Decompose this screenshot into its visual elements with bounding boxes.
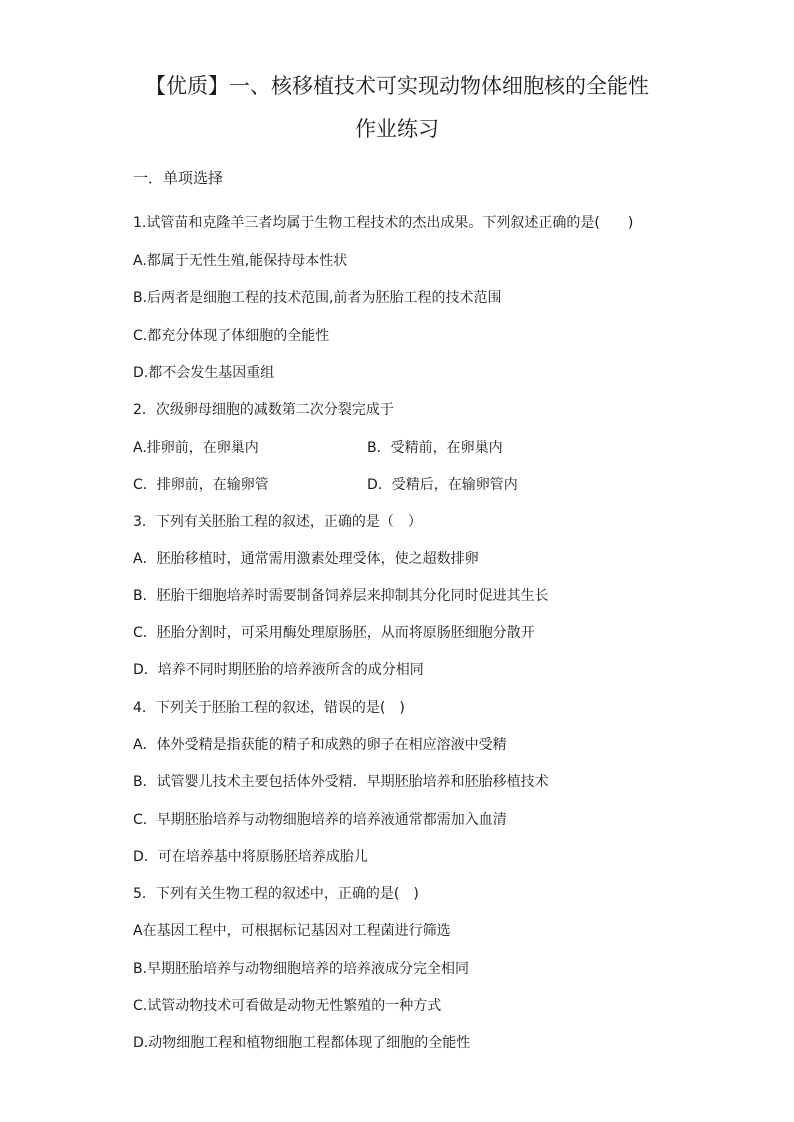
question-3-option-b: B．胚胎干细胞培养时需要制备饲养层来抑制其分化同时促进其生长 [133, 588, 549, 604]
question-2-option-b: B．受精前，在卵巢内 [367, 440, 503, 456]
question-4-option-c: C．早期胚胎培养与动物细胞培养的培养液通常都需加入血清 [133, 812, 507, 828]
question-4-option-a: A．体外受精是指获能的精子和成熟的卵子在相应溶液中受精 [133, 737, 507, 753]
question-4-option-b: B．试管婴儿技术主要包括体外受精．早期胚胎培养和胚胎移植技术 [133, 774, 549, 790]
question-2-stem: 2．次级卵母细胞的减数第二次分裂完成于 [133, 402, 394, 418]
question-4-stem: 4．下列关于胚胎工程的叙述，错误的是( ) [133, 700, 405, 716]
question-1-option-a: A.都属于无性生殖,能保持母本性状 [133, 253, 348, 269]
question-5-stem: 5．下列有关生物工程的叙述中，正确的是( ) [133, 886, 419, 902]
question-1-option-d: D.都不会发生基因重组 [133, 365, 275, 381]
question-3-option-d: D．培养不同时期胚胎的培养液所含的成分相同 [133, 662, 424, 678]
question-5-option-a: A在基因工程中，可根据标记基因对工程菌进行筛选 [133, 923, 451, 939]
document-title-line2: 作业练习 [355, 117, 439, 141]
question-3-stem: 3．下列有关胚胎工程的叙述，正确的是（ ） [133, 514, 422, 530]
question-5-option-c: C.试管动物技术可看做是动物无性繁殖的一种方式 [133, 998, 442, 1014]
question-2-option-d: D．受精后，在输卵管内 [367, 477, 518, 493]
question-2-option-a: A.排卵前，在卵巢内 [133, 440, 259, 456]
question-1-option-c: C.都充分体现了体细胞的全能性 [133, 328, 330, 344]
question-1-option-b: B.后两者是细胞工程的技术范围,前者为胚胎工程的技术范围 [133, 290, 502, 306]
section-heading: 一．单项选择 [133, 169, 224, 187]
question-2-option-c: C．排卵前，在输卵管 [133, 477, 269, 493]
question-4-option-d: D．可在培养基中将原肠胚培养成胎儿 [133, 849, 368, 865]
question-1-stem: 1.试管苗和克隆羊三者均属于生物工程技术的杰出成果。下列叙述正确的是( ) [133, 215, 634, 231]
question-5-option-b: B.早期胚胎培养与动物细胞培养的培养液成分完全相同 [133, 961, 470, 977]
question-3-option-a: A．胚胎移植时，通常需用激素处理受体，使之超数排卵 [133, 551, 479, 567]
question-3-option-c: C．胚胎分割时，可采用酶处理原肠胚，从而将原肠胚细胞分散开 [133, 625, 535, 641]
question-5-option-d: D.动物细胞工程和植物细胞工程都体现了细胞的全能性 [133, 1035, 471, 1051]
document-title-line1: 【优质】一、核移植技术可实现动物体细胞核的全能性 [145, 74, 649, 98]
